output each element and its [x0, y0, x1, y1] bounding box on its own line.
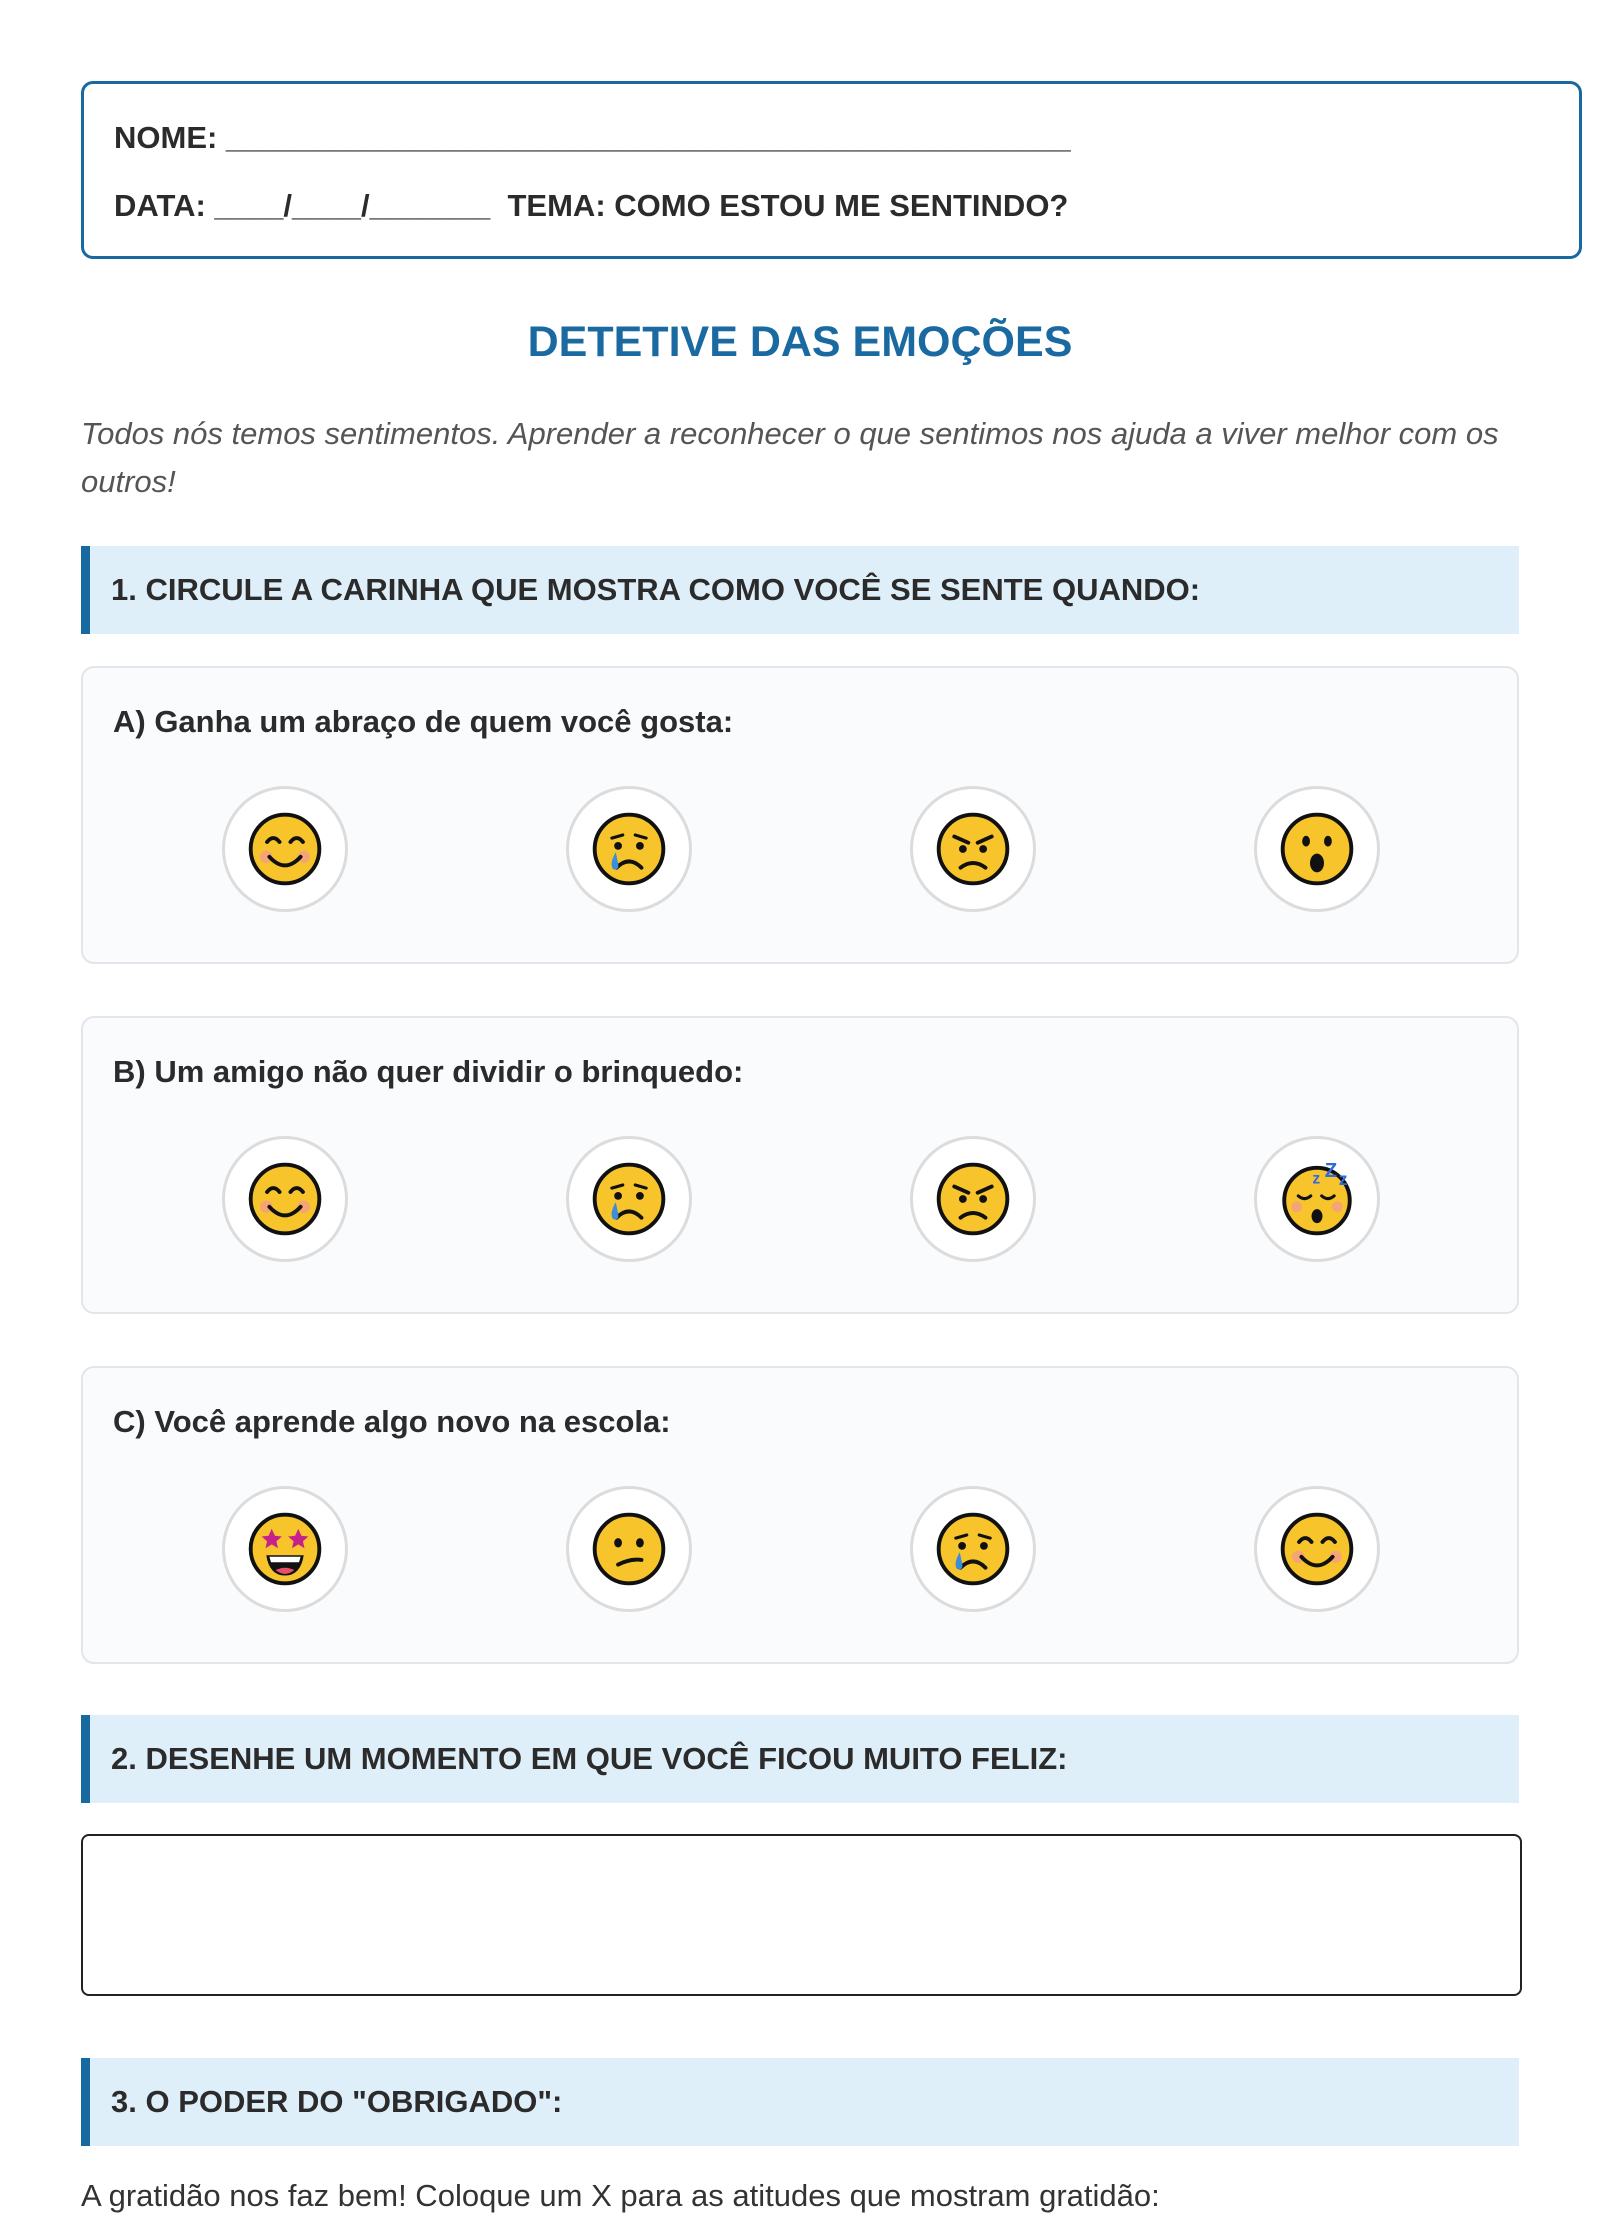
option-crying-b[interactable] — [566, 1136, 692, 1262]
surprised-face-icon — [1278, 810, 1356, 888]
section-3-instruction: A gratidão nos faz bem! Coloque um X para as atitudes que mostram gratidão: — [81, 2178, 1160, 2213]
happy-face-icon — [246, 810, 324, 888]
option-angry-b[interactable] — [910, 1136, 1036, 1262]
option-crying-a[interactable] — [566, 786, 692, 912]
crying-face-icon — [590, 1160, 668, 1238]
option-crying-c[interactable] — [910, 1486, 1036, 1612]
question-card-b — [81, 1016, 1519, 1314]
question-card-a — [81, 666, 1519, 964]
option-happy-c[interactable] — [1254, 1486, 1380, 1612]
option-happy-b[interactable] — [222, 1136, 348, 1262]
question-card-c — [81, 1366, 1519, 1664]
option-happy-a[interactable] — [222, 786, 348, 912]
page-title: DETETIVE DAS EMOÇÕES — [527, 318, 1073, 366]
happy-face-icon — [1278, 1510, 1356, 1588]
angry-face-icon — [934, 810, 1012, 888]
happy-face-icon — [246, 1160, 324, 1238]
svg-text:Z: Z — [1324, 1160, 1338, 1183]
section-1-heading: 1. CIRCULE A CARINHA QUE MOSTRA COMO VOCÊ SE SENTE QUANDO: — [81, 546, 1519, 634]
crying-face-icon — [590, 810, 668, 888]
section-3-heading: 3. O PODER DO "OBRIGADO": — [81, 2058, 1519, 2146]
question-a-label: A) Ganha um abraço de quem você gosta: — [113, 704, 734, 739]
drawing-area[interactable] — [81, 1834, 1522, 1996]
sleepy-face-icon — [1278, 1160, 1356, 1238]
name-field[interactable]: NOME: _________________________________________________ — [114, 120, 1071, 155]
star-eyes-face-icon — [246, 1510, 324, 1588]
question-b-label: B) Um amigo não quer dividir o brinquedo: — [113, 1054, 744, 1089]
confused-face-icon — [590, 1510, 668, 1588]
date-theme-line[interactable]: DATA: ____/____/_______ TEMA: COMO ESTOU ME SENTINDO? — [114, 188, 1069, 223]
student-info-box — [81, 81, 1582, 259]
option-surprised-a[interactable] — [1254, 786, 1380, 912]
question-c-label: C) Você aprende algo novo na escola: — [113, 1404, 671, 1439]
option-sleepy-b[interactable] — [1254, 1136, 1380, 1262]
svg-text:z: z — [1312, 1170, 1321, 1188]
option-angry-a[interactable] — [910, 786, 1036, 912]
section-2-heading: 2. DESENHE UM MOMENTO EM QUE VOCÊ FICOU MUITO FELIZ: — [81, 1715, 1519, 1803]
option-star-eyes-c[interactable] — [222, 1486, 348, 1612]
svg-text:z: z — [1338, 1168, 1348, 1189]
angry-face-icon — [934, 1160, 1012, 1238]
option-confused-c[interactable] — [566, 1486, 692, 1612]
crying-face-icon — [934, 1510, 1012, 1588]
intro-text: Todos nós temos sentimentos. Aprender a reconhecer o que sentimos nos ajuda a viver melhor com os outros! — [81, 416, 1499, 499]
